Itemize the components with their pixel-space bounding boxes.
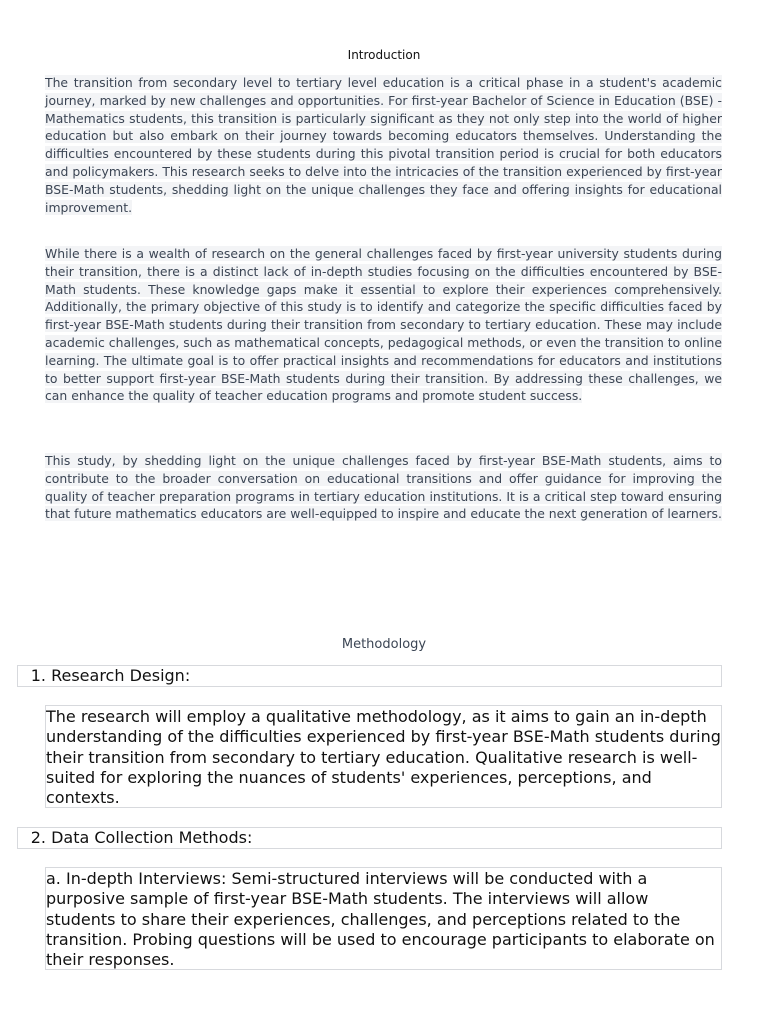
methodology-heading: Methodology — [341, 637, 427, 652]
list-item-title: Data Collection Methods: — [51, 828, 253, 847]
data-collection-text-block: a. In-depth Interviews: Semi-structured interviews will be conducted with a purposive sample of first-year BSE-Math students. The interviews will allow students to share their experiences, challenges, and perceptions related to the transition. Probing questions will be used to encourage participants to elaborate on their responses. — [45, 867, 722, 970]
intro-paragraph-1 — [45, 74, 722, 216]
list-item-title: Research Design: — [51, 666, 191, 685]
intro-paragraph-3 — [45, 452, 722, 523]
intro-paragraph-2 — [45, 245, 722, 405]
intro-paragraph-1-text: The transition from secondary level to tertiary level education is a critical phase in a student's academic journey, marked by new challenges and opportunities. For first-year Bachelor of Science in Education (BSE) - Mathematics students, this transition is particularly significant as they not only step into the world of higher education but also embark on their journey towards becoming educators themselves. Understanding the difficulties encountered by these students during this pivotal transition period is crucial for both educators and policymakers. This research seeks to delve into the intricacies of the transition experienced by first-year BSE-Math students, shedding light on the unique challenges they face and offering insights for educational improvement. — [45, 75, 722, 215]
intro-paragraph-3-text: This study, by shedding light on the unique challenges faced by first-year BSE-Math students, aims to contribute to the broader conversation on educational transitions and offer guidance for improving the quality of teacher preparation programs in tertiary education institutions. It is a critical step toward ensuring that future mathematics educators are well-equipped to inspire and educate the next generation of learners. — [45, 453, 722, 522]
methodology-item-data-collection — [17, 827, 722, 849]
research-design-text-block: The research will employ a qualitative methodology, as it aims to gain an in-depth understanding of the difficulties experienced by first-year BSE-Math students during their transition from secondary to tertiary education. Qualitative research is well-suited for exploring the nuances of students' experiences, perceptions, and contexts. — [46, 707, 721, 808]
intro-paragraph-2-text: While there is a wealth of research on the general challenges faced by first-year university students during their transition, there is a distinct lack of in-depth studies focusing on the difficulties encountered by BSE-Math students. These knowledge gaps make it essential to explore their experiences comprehensively. Additionally, the primary objective of this study is to identify and categorize the specific difficulties faced by first-year BSE-Math students during their transition from secondary to tertiary education. These may include academic challenges, such as mathematical concepts, pedagogical methods, or even the transition to online learning. The ultimate goal is to offer practical insights and recommendations for educators and institutions to better support first-year BSE-Math students during their transition. By addressing these challenges, we can enhance the quality of teacher education programs and promote student success. — [45, 246, 722, 404]
list-number: 1. — [30, 666, 46, 685]
introduction-heading: Introduction — [347, 48, 421, 62]
list-number: 2. — [30, 828, 46, 847]
methodology-item-research-design — [17, 665, 722, 687]
